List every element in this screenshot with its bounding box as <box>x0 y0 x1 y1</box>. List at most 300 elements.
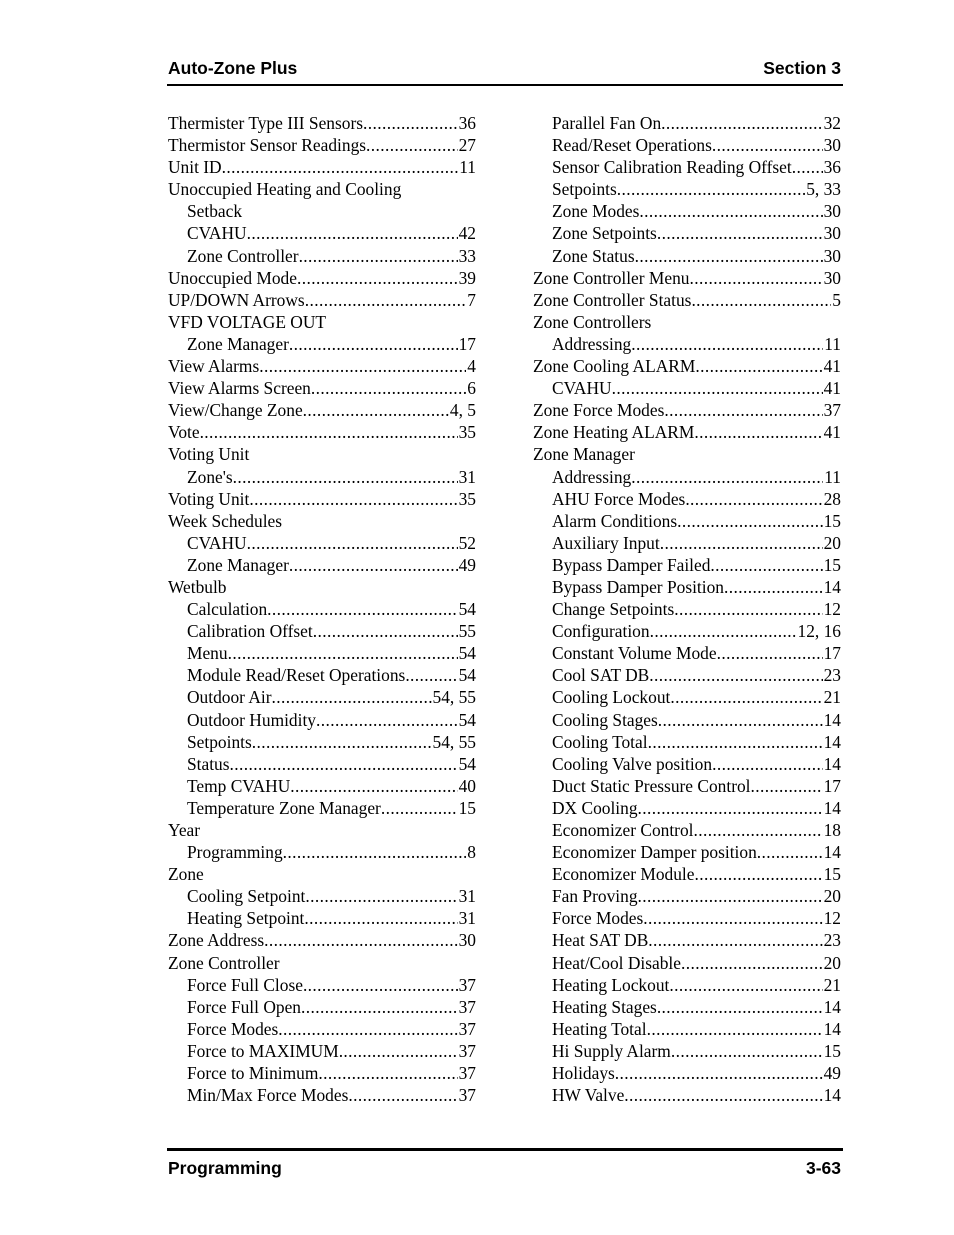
dot-leader <box>657 996 823 1018</box>
index-entry-label: Change Setpoints <box>552 599 675 620</box>
index-entry <box>168 642 476 664</box>
index-entry-label: Min/Max Force Modes <box>187 1085 349 1106</box>
index-entry-label: Force to MAXIMUM <box>187 1040 339 1061</box>
index-entry <box>168 311 476 333</box>
index-entry <box>533 112 841 134</box>
index-entry-label: Zone Heating ALARM <box>533 422 695 443</box>
index-entry-page: 7 <box>467 289 476 310</box>
index-entry-label: Economizer Module <box>552 864 695 885</box>
index-entry-page: 18 <box>823 820 841 840</box>
index-entry <box>533 245 841 267</box>
dot-leader <box>751 775 823 797</box>
index-entry <box>168 664 476 686</box>
index-entry-page: 49 <box>823 1063 841 1084</box>
index-entry <box>533 311 841 333</box>
section-label: Section 3 <box>763 58 841 78</box>
index-entry-label: Force Modes <box>187 1018 279 1039</box>
index-entry-label: Force Full Open <box>187 996 301 1017</box>
index-entry-page: 54 <box>458 665 476 686</box>
dot-leader <box>717 642 823 664</box>
dot-leader <box>304 907 457 929</box>
index-entry-label: Zone Manager <box>187 333 289 354</box>
index-entry-label: Temp CVAHU <box>187 775 291 796</box>
dot-leader <box>681 952 823 974</box>
page-footer <box>167 1148 843 1183</box>
index-entry-page: 37 <box>458 996 476 1017</box>
index-entry-page: 32 <box>823 113 841 133</box>
index-entry <box>533 885 841 907</box>
dot-leader <box>685 488 822 510</box>
index-entry-label: AHU Force Modes <box>552 488 686 509</box>
dot-leader <box>303 974 458 996</box>
dot-leader <box>677 510 822 532</box>
dot-leader <box>647 1018 823 1040</box>
index-entry <box>533 355 841 377</box>
index-entry-page: 6 <box>467 378 476 399</box>
index-entry-page: 31 <box>458 886 476 907</box>
index-entry <box>168 598 476 620</box>
index-entry-label: View/Change Zone <box>168 400 303 421</box>
dot-leader <box>278 1018 457 1040</box>
index-entry <box>168 399 476 421</box>
dot-leader <box>289 554 458 576</box>
dot-leader <box>757 841 823 863</box>
index-entry <box>168 863 476 885</box>
dot-leader <box>313 620 458 642</box>
dot-leader <box>724 576 823 598</box>
index-entry <box>168 554 476 576</box>
index-entry-label: Temperature Zone Manager <box>187 797 381 818</box>
index-entry <box>533 134 841 156</box>
index-entry-label: Heating Lockout <box>552 974 670 995</box>
index-entry-page: 15 <box>823 1040 841 1061</box>
index-entry <box>533 863 841 885</box>
index-entry-page: 23 <box>823 665 841 686</box>
index-entry-label: Heating Stages <box>552 996 657 1017</box>
dot-leader <box>363 112 458 134</box>
index-entry-label: Zone <box>168 864 204 885</box>
index-entry-label: Read/Reset Operations <box>552 135 712 156</box>
index-entry-label: Sensor Calibration Reading Offset <box>552 157 792 178</box>
index-entry <box>168 885 476 907</box>
index-entry-label: Setback <box>187 201 243 222</box>
dot-leader <box>671 1040 823 1062</box>
index-entry <box>168 112 476 134</box>
index-entry-label: Bypass Damper Failed <box>552 554 711 575</box>
dot-leader <box>631 333 823 355</box>
index-entry <box>168 841 476 863</box>
index-entry <box>168 620 476 642</box>
index-entry-label: Zone Force Modes <box>533 400 665 421</box>
index-entry-page: 37 <box>458 1040 476 1061</box>
dot-leader <box>366 134 458 156</box>
index-entry-page: 33 <box>458 245 476 266</box>
index-entry-label: Cooling Total <box>552 731 648 752</box>
dot-leader <box>658 709 823 731</box>
dot-leader <box>710 554 822 576</box>
index-entry <box>168 576 476 598</box>
index-entry-page: 20 <box>823 886 841 907</box>
index-entry <box>533 576 841 598</box>
index-entry-page: 17 <box>823 643 841 664</box>
index-entry-label: Zone Setpoints <box>552 223 657 244</box>
index-entry-page: 5 <box>832 289 841 310</box>
dot-leader <box>247 532 458 554</box>
index-entry-label: Bypass Damper Position <box>552 576 724 597</box>
index-entry-label: Zone Controllers <box>533 311 652 332</box>
index-entry <box>533 731 841 753</box>
index-entry-page: 54 <box>458 643 476 664</box>
index-column-right <box>533 112 841 1106</box>
index-entry <box>168 1062 476 1084</box>
index-entry-page: 54 <box>458 599 476 620</box>
index-entry-page: 30 <box>823 223 841 244</box>
dot-leader <box>694 863 822 885</box>
index-entry-page: 5, 33 <box>806 179 841 200</box>
index-entry-label: Zone Controller Menu <box>533 267 690 288</box>
dot-leader <box>405 664 457 686</box>
index-entry-label: Outdoor Air <box>187 687 272 708</box>
index-entry-label: Thermister Type III Sensors <box>168 113 364 133</box>
index-entry-label: UP/DOWN Arrows <box>168 289 305 310</box>
dot-leader <box>649 664 822 686</box>
document-title: Auto-Zone Plus <box>168 58 298 78</box>
index-entry-page: 15 <box>823 864 841 885</box>
dot-leader <box>305 289 467 311</box>
index-entry-page: 40 <box>458 775 476 796</box>
dot-leader <box>297 267 458 289</box>
index-entry-page: 28 <box>823 488 841 509</box>
index-entry-label: Force Full Close <box>187 974 303 995</box>
dot-leader <box>289 333 458 355</box>
index-entry <box>533 664 841 686</box>
dot-leader <box>290 775 457 797</box>
dot-leader <box>648 929 822 951</box>
index-entry-label: Voting Unit <box>168 444 250 465</box>
index-entry <box>168 421 476 443</box>
index-entry <box>168 333 476 355</box>
index-entry <box>168 1084 476 1106</box>
dot-leader <box>695 355 822 377</box>
index-entry-page: 14 <box>823 1085 841 1106</box>
index-entry-label: HW Valve <box>552 1085 625 1106</box>
index-entry-page: 27 <box>458 135 476 156</box>
index-entry-page: 37 <box>823 400 841 421</box>
index-entry-page: 21 <box>823 974 841 995</box>
index-entry <box>533 753 841 775</box>
dot-leader <box>638 885 823 907</box>
index-entry <box>533 775 841 797</box>
index-entry-page: 17 <box>458 333 476 354</box>
index-entry <box>533 642 841 664</box>
index-entry <box>533 598 841 620</box>
dot-leader <box>691 289 831 311</box>
index-entry-page: 36 <box>458 113 476 133</box>
index-entry <box>533 819 841 841</box>
index-entry <box>533 1040 841 1062</box>
index-entry-label: DX Cooling <box>552 797 638 818</box>
index-entry <box>533 267 841 289</box>
dot-leader <box>272 686 432 708</box>
dot-leader <box>339 1040 458 1062</box>
index-entry-label: Status <box>187 753 230 774</box>
index-entry <box>168 200 476 222</box>
index-entry <box>533 289 841 311</box>
index-entry-label: CVAHU <box>552 378 612 399</box>
index-entry-label: Zone Manager <box>533 444 635 465</box>
dot-leader <box>283 841 467 863</box>
index-entry-page: 11 <box>824 333 841 354</box>
dot-leader <box>669 974 822 996</box>
index-entry-label: Zone Manager <box>187 554 289 575</box>
dot-leader <box>200 421 458 443</box>
dot-leader <box>670 686 822 708</box>
index-entry-label: Cooling Stages <box>552 709 658 730</box>
dot-leader <box>318 1062 457 1084</box>
index-entry-page: 12 <box>823 908 841 929</box>
index-entry <box>533 156 841 178</box>
index-entry-label: Addressing <box>552 466 632 487</box>
index-entry-label: Configuration <box>552 621 650 642</box>
dot-leader <box>233 466 458 488</box>
index-entry-label: Calibration Offset <box>187 621 313 642</box>
dot-leader <box>657 222 823 244</box>
dot-leader <box>648 731 823 753</box>
index-entry <box>168 510 476 532</box>
index-entry-label: Zone's <box>187 466 233 487</box>
index-entry-page: 52 <box>458 532 476 553</box>
index-entry-page: 4, 5 <box>449 400 476 421</box>
dot-leader <box>348 1084 457 1106</box>
index-entry-page: 15 <box>458 797 476 818</box>
index-entry <box>533 1084 841 1106</box>
index-entry <box>168 907 476 929</box>
index-entry-page: 15 <box>823 554 841 575</box>
index-entry-page: 11 <box>824 466 841 487</box>
index-column-left <box>168 112 476 1106</box>
dot-leader <box>643 907 822 929</box>
index-entry-label: Cool SAT DB <box>552 665 650 686</box>
index-entry <box>168 1040 476 1062</box>
index-entry <box>168 178 476 200</box>
dot-leader <box>305 885 457 907</box>
index-entry-page: 14 <box>823 797 841 818</box>
dot-leader <box>259 355 466 377</box>
index-entry-label: Force Modes <box>552 908 644 929</box>
index-entry <box>168 731 476 753</box>
index-entry-page: 37 <box>458 1085 476 1106</box>
dot-leader <box>650 620 797 642</box>
index-entry-page: 12 <box>823 599 841 620</box>
dot-leader <box>299 245 458 267</box>
dot-leader <box>612 377 823 399</box>
index-entry-label: Zone Controller Status <box>533 289 692 310</box>
dot-leader <box>615 1062 823 1084</box>
index-entry-page: 20 <box>823 532 841 553</box>
dot-leader <box>316 709 458 731</box>
index-entry-page: 14 <box>823 996 841 1017</box>
index-entry <box>533 421 841 443</box>
index-entry-label: Unit ID <box>168 157 222 178</box>
index-entry-label: Heat/Cool Disable <box>552 952 681 973</box>
index-entry-page: 54, 55 <box>432 731 476 752</box>
index-entry-label: Zone Controller <box>187 245 299 266</box>
index-entry <box>533 974 841 996</box>
dot-leader <box>252 731 432 753</box>
index-entry <box>168 1018 476 1040</box>
index-entry-label: Zone Status <box>552 245 635 266</box>
index-entry-label: Thermistor Sensor Readings <box>168 135 367 156</box>
index-entry-page: 55 <box>458 621 476 642</box>
dot-leader <box>381 797 458 819</box>
index-entry-label: Economizer Damper position <box>552 842 757 863</box>
index-entry <box>533 929 841 951</box>
index-entry-label: Duct Static Pressure Control <box>552 775 751 796</box>
index-entry-page: 30 <box>458 930 476 951</box>
index-entry-label: Calculation <box>187 599 268 620</box>
dot-leader <box>631 466 823 488</box>
dot-leader <box>635 245 823 267</box>
index-entry-label: Zone Controller <box>168 952 280 973</box>
index-entry-page: 23 <box>823 930 841 951</box>
dot-leader <box>694 421 822 443</box>
index-entry-page: 8 <box>467 842 476 863</box>
index-entry-page: 37 <box>458 1018 476 1039</box>
index-entry <box>168 996 476 1018</box>
index-entry-label: Unoccupied Heating and Cooling <box>168 179 402 200</box>
index-entry <box>168 377 476 399</box>
index-entry <box>168 245 476 267</box>
index-entry-label: Vote <box>168 422 200 443</box>
index-entry-page: 39 <box>458 267 476 288</box>
index-entry <box>533 841 841 863</box>
index-entry-page: 30 <box>823 135 841 156</box>
index-entry-label: Unoccupied Mode <box>168 267 297 288</box>
index-entry-label: Holidays <box>552 1063 615 1084</box>
index-entry <box>168 466 476 488</box>
index-entry <box>533 1062 841 1084</box>
dot-leader <box>624 1084 822 1106</box>
index-entry-label: Hi Supply Alarm <box>552 1040 671 1061</box>
index-entry <box>533 709 841 731</box>
index-entry-page: 35 <box>458 488 476 509</box>
index-entry-label: Voting Unit <box>168 488 250 509</box>
dot-leader <box>617 178 805 200</box>
index-entry-page: 14 <box>823 1018 841 1039</box>
index-entry-label: Year <box>168 820 201 840</box>
dot-leader <box>689 267 822 289</box>
index-entry-page: 49 <box>458 554 476 575</box>
index-entry <box>168 753 476 775</box>
index-entry-label: View Alarms <box>168 356 260 377</box>
index-entry-label: Auxiliary Input <box>552 532 660 553</box>
index-entry-page: 41 <box>823 356 841 377</box>
index-entry <box>168 775 476 797</box>
dot-leader <box>638 797 823 819</box>
index-entry-page: 54 <box>458 753 476 774</box>
index-entry <box>533 952 841 974</box>
index-entry <box>533 488 841 510</box>
index-entry <box>168 929 476 951</box>
index-entry <box>533 620 841 642</box>
index-entry <box>168 289 476 311</box>
index-entry-page: 15 <box>823 510 841 531</box>
dot-leader <box>301 996 458 1018</box>
index-entry-page: 36 <box>823 157 841 178</box>
dot-leader <box>712 134 823 156</box>
index-entry-label: CVAHU <box>187 223 247 244</box>
index-entry-label: Addressing <box>552 333 632 354</box>
index-entry <box>168 686 476 708</box>
dot-leader <box>249 488 457 510</box>
index-entry-label: Week Schedules <box>168 510 283 531</box>
index-entry <box>533 333 841 355</box>
index-entry-label: Heating Total <box>552 1018 647 1039</box>
index-entry-label: Zone Address <box>168 930 265 951</box>
index-entry-page: 37 <box>458 1063 476 1084</box>
chapter-label: Programming <box>168 1158 282 1178</box>
dot-leader <box>694 819 823 841</box>
index-entry <box>168 952 476 974</box>
index-entry-page: 41 <box>823 422 841 443</box>
index-entry <box>168 532 476 554</box>
index-entry-label: Cooling Lockout <box>552 687 671 708</box>
index-entry-page: 30 <box>823 201 841 222</box>
index-entry-page: 14 <box>823 709 841 730</box>
index-entry <box>533 554 841 576</box>
index-entry-page: 4 <box>467 356 476 377</box>
index-entry <box>533 532 841 554</box>
index-entry-page: 41 <box>823 378 841 399</box>
index-entry <box>533 377 841 399</box>
dot-leader <box>712 753 823 775</box>
dot-leader <box>303 399 449 421</box>
dot-leader <box>311 377 466 399</box>
index-entry-label: Module Read/Reset Operations <box>187 665 406 686</box>
index-entry-page: 14 <box>823 731 841 752</box>
index-entry-label: Constant Volume Mode <box>552 643 717 664</box>
dot-leader <box>230 753 458 775</box>
index-entry <box>533 443 841 465</box>
index-entry-page: 30 <box>823 267 841 288</box>
dot-leader <box>639 200 822 222</box>
index-entry <box>168 443 476 465</box>
index-entry-label: View Alarms Screen <box>168 378 311 399</box>
index-entry-label: Wetbulb <box>168 576 227 597</box>
index-entry <box>533 907 841 929</box>
index-entry <box>168 134 476 156</box>
index-entry-label: Parallel Fan On <box>552 113 662 133</box>
dot-leader <box>674 598 822 620</box>
index-entry-page: 17 <box>823 775 841 796</box>
index-entry-label: Menu <box>187 643 228 664</box>
index-entry <box>533 399 841 421</box>
index-entry <box>168 488 476 510</box>
index-entry <box>533 686 841 708</box>
index-entry-label: Zone Cooling ALARM <box>533 356 696 377</box>
index-entry-label: Force to Minimum <box>187 1063 319 1084</box>
index-entry <box>168 709 476 731</box>
index-entry <box>533 466 841 488</box>
index-entry-page: 21 <box>823 687 841 708</box>
index-entry-page: 54, 55 <box>432 687 476 708</box>
index-entry <box>168 819 476 841</box>
index-entry-page: 31 <box>458 466 476 487</box>
index-entry <box>533 996 841 1018</box>
index-entry <box>533 1018 841 1040</box>
index-entry-label: Cooling Valve position <box>552 753 713 774</box>
index-entry-page: 54 <box>458 709 476 730</box>
